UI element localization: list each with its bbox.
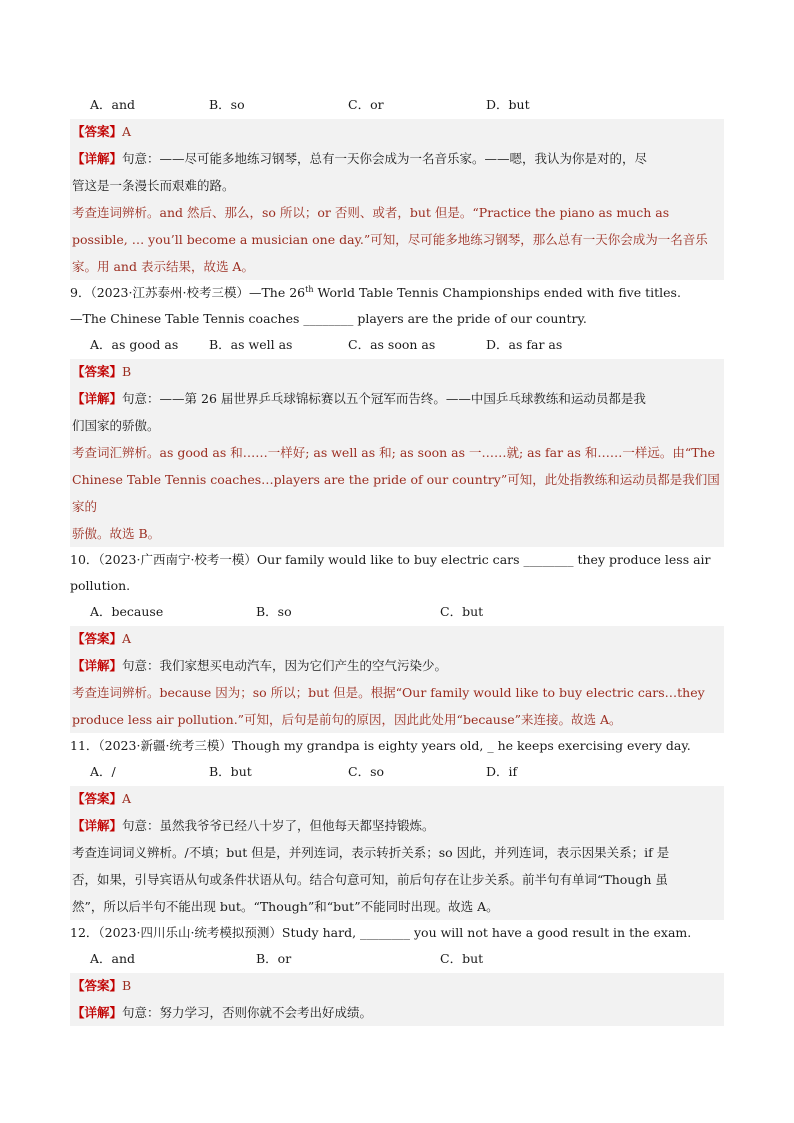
q9-explanation: 【详解】句意：——第 26 届世界乒乓球锦标赛以五个冠军而告终。——中国乒乓球教练和运动员都是我 们国家的骄傲。 考查词汇辨析。as good as 和……一样好; as well as 和; as soon as 一……就; as far as 和……一样远。由“The Chinese Table Tennis coaches…players are the pride of our country”可知，此处指教练和运动员都是我们国家的 骄傲。故选 B。 bbox=[70, 385, 724, 547]
q8-option-a: A．and bbox=[90, 97, 136, 112]
q11-option-b: B．but bbox=[209, 764, 252, 779]
analysis-text: possible, … you’ll become a musician one day.”可知，尽可能多地练习钢琴，那么总有一天你会成为一名音乐 bbox=[72, 232, 708, 247]
q12-options bbox=[70, 946, 724, 973]
q9-option-b: B．as well as bbox=[209, 337, 293, 352]
answer-value: A bbox=[122, 123, 132, 139]
q8-option-b: B．so bbox=[209, 97, 245, 112]
q9-option-a: A．as good as bbox=[90, 337, 179, 352]
document-page bbox=[70, 92, 724, 1026]
q10-option-a: A．because bbox=[90, 604, 164, 619]
q11-options bbox=[70, 759, 724, 786]
q8-answer bbox=[70, 119, 724, 146]
q12-option-b: B．or bbox=[256, 951, 292, 966]
q10-option-c: C．but bbox=[440, 604, 484, 619]
q8-option-c: C．or bbox=[348, 97, 384, 112]
detail-text: 管这是一条漫长而艰难的路。 bbox=[72, 178, 235, 193]
q11-option-d: D．if bbox=[486, 764, 518, 779]
q10-explanation: 【详解】句意：我们家想买电动汽车，因为它们产生的空气污染少。 考查连词辨析。because 因为；so 所以；but 但是。根据“Our family would like to buy electric cars…they produce less air pollution.”可知，后句是前句的原因，因此此处用“because”来连接。故选 A。 bbox=[70, 652, 724, 733]
q9-option-c: C．as soon as bbox=[348, 337, 436, 352]
q12-option-c: C．but bbox=[440, 951, 484, 966]
q10-stem: 10．（2023·广西南宁·校考一模）Our family would like to buy electric cars ________ they produce less air pollution. bbox=[70, 552, 711, 593]
q12-explanation: 【详解】句意：努力学习，否则你就不会考出好成绩。 bbox=[70, 999, 724, 1026]
q12-answer: 【答案】B bbox=[70, 973, 724, 1000]
answer-tag: 【答案】 bbox=[72, 123, 123, 139]
q9-option-d: D．as far as bbox=[486, 337, 563, 352]
q8-option-d: D．but bbox=[486, 97, 530, 112]
q11-stem: 11．（2023·新疆·统考三模）Though my grandpa is eighty years old, _ he keeps exercising every day. bbox=[70, 738, 691, 753]
detail-tag: 【详解】 bbox=[72, 151, 123, 166]
analysis-text: 家。用 and 表示结果，故选 A。 bbox=[72, 259, 254, 274]
q11-option-c: C．so bbox=[348, 764, 385, 779]
q11-explanation: 【详解】句意：虽然我爷爷已经八十岁了，但他每天都坚持锻炼。 考查连词词义辨析。/不填；but 但是，并列连词，表示转折关系；so 因此，并列连词，表示因果关系；if 是 否，如果，引导宾语从句或条件状语从句。结合句意可知，前后句存在让步关系。前半句有单词“Though 虽 然”，所以后半句不能出现 but。“Though”和“but”不能同时出现。故选 A。 bbox=[70, 812, 724, 920]
q10-options bbox=[70, 599, 724, 626]
q10-option-b: B．so bbox=[256, 604, 292, 619]
analysis-text: 考查连词辨析。and 然后、那么，so 所以；or 否则、或者，but 但是。“Practice the piano as much as bbox=[72, 205, 670, 220]
q12-option-a: A．and bbox=[90, 951, 136, 966]
q11-option-a: A．/ bbox=[90, 764, 116, 779]
q12-stem: 12．（2023·四川乐山·统考模拟预测）Study hard, ________ you will not have a good result in the exam. bbox=[70, 925, 692, 940]
q8-options bbox=[70, 92, 724, 119]
q10-answer: 【答案】A bbox=[70, 626, 724, 653]
q8-explanation bbox=[70, 145, 724, 280]
q9-stem: 9．（2023·江苏泰州·校考三模）—The 26th World Table Tennis Championships ended with five titles. —The Chinese Table Tennis coaches ________ players are the pride of our country. bbox=[70, 284, 681, 326]
q11-answer: 【答案】A bbox=[70, 786, 724, 813]
q9-options bbox=[70, 332, 724, 359]
q9-answer: 【答案】B bbox=[70, 359, 724, 386]
detail-text: 句意：——尽可能多地练习钢琴，总有一天你会成为一名音乐家。——嗯，我认为你是对的，尽 bbox=[122, 151, 648, 166]
